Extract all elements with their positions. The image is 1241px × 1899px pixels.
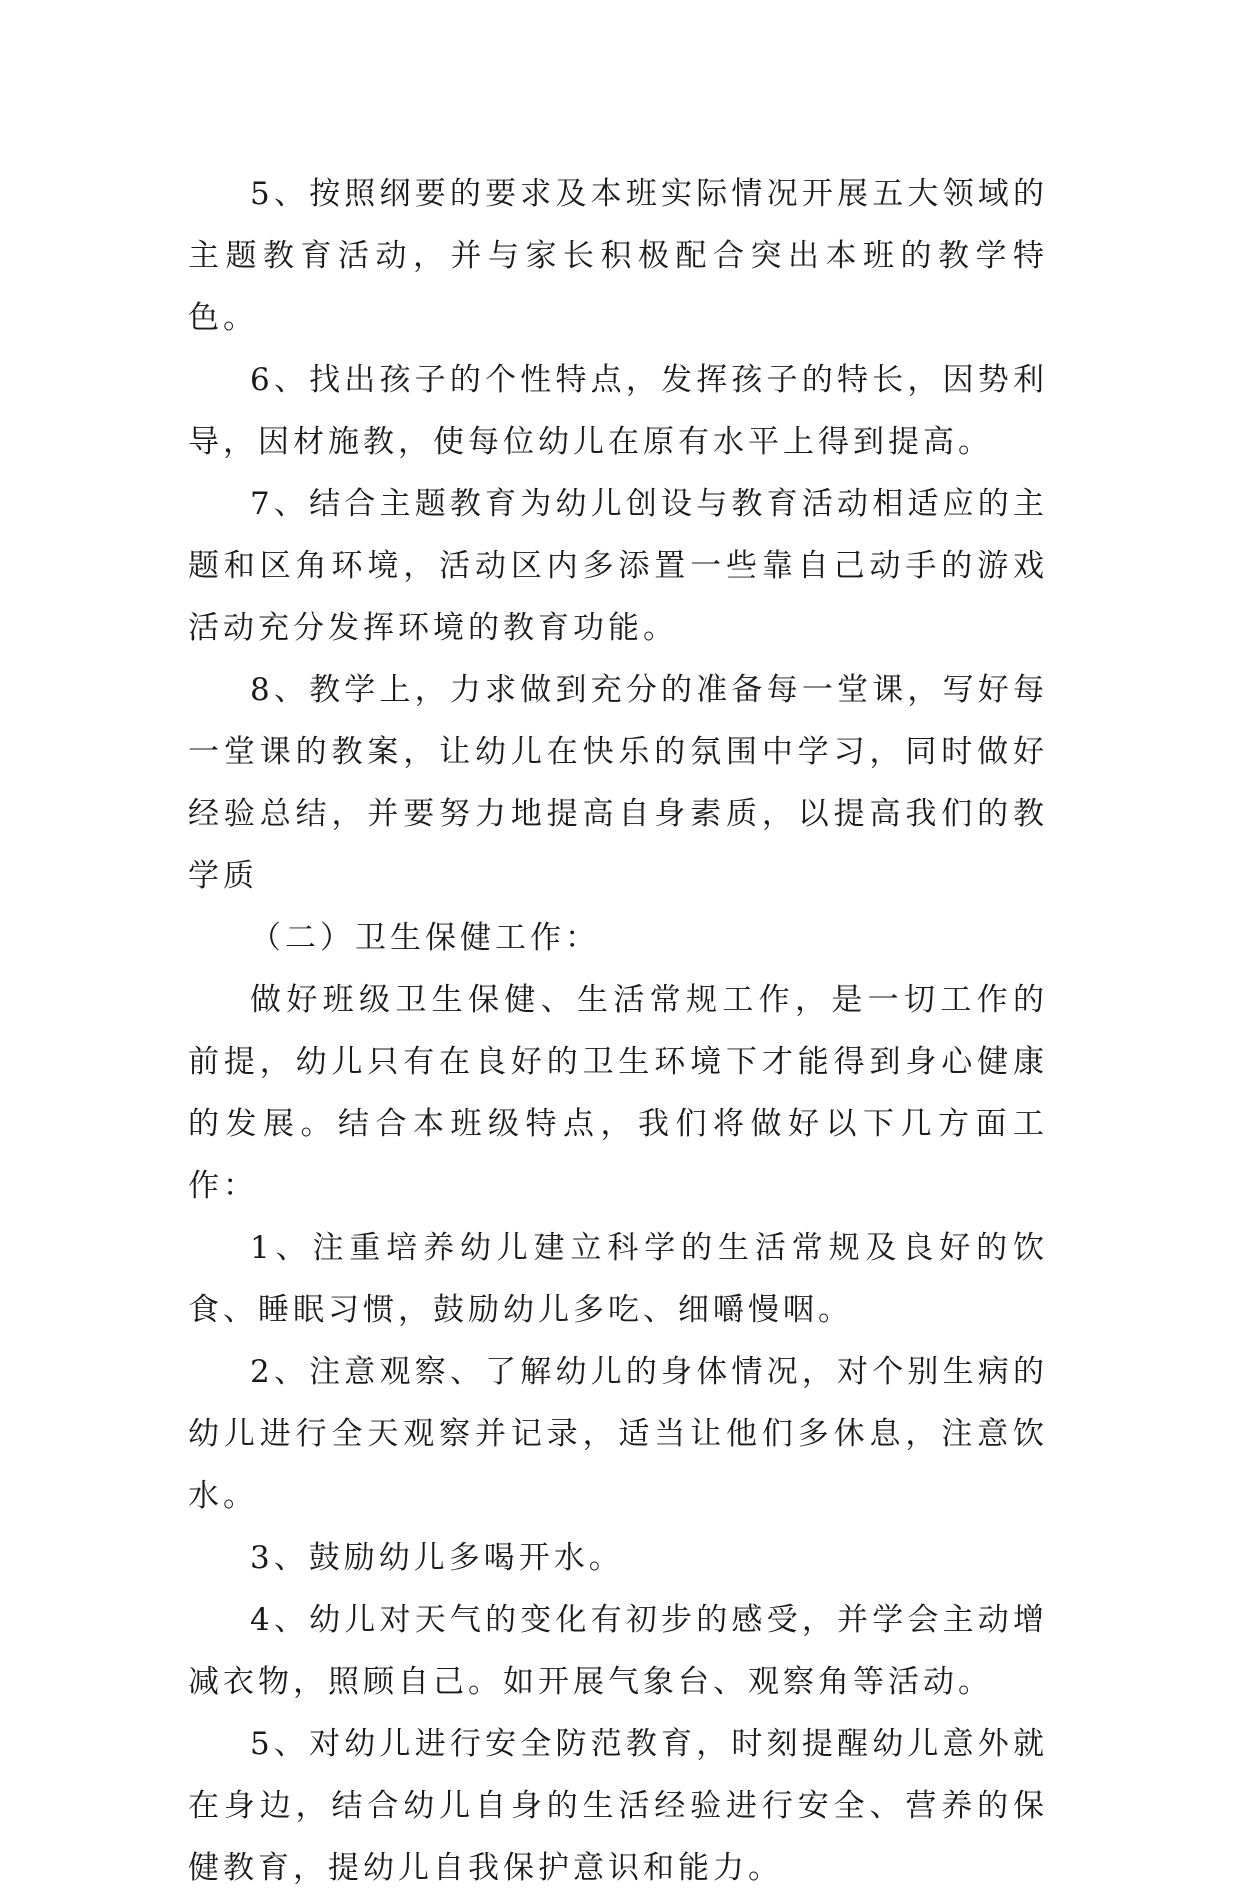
paragraph-health-item-4: 4、幼儿对天气的变化有初步的感受，并学会主动增减衣物，照顾自己。如开展气象台、观察角等活动。 [188, 1602, 1048, 1700]
paragraph-item-7: 7、结合主题教育为幼儿创设与教育活动相适应的主题和区角环境，活动区内多添置一些靠自己动手的游戏活动充分发挥环境的教育功能。 [188, 486, 1048, 646]
paragraph-item-6: 6、找出孩子的个性特点，发挥孩子的特长，因势利导，因材施教，使每位幼儿在原有水平上得到提高。 [188, 362, 1048, 460]
paragraph-health-item-3: 3、鼓励幼儿多喝开水。 [250, 1540, 624, 1576]
paragraph-item-5: 5、按照纲要的要求及本班实际情况开展五大领域的主题教育活动，并与家长积极配合突出本班的教学特色。 [188, 176, 1048, 336]
section-heading-health: （二）卫生保健工作： [250, 920, 600, 956]
paragraph-item-8: 8、教学上，力求做到充分的准备每一堂课，写好每一堂课的教案，让幼儿在快乐的氛围中学习，同时做好经验总结，并要努力地提高自身素质，以提高我们的教学质 [188, 672, 1048, 894]
paragraph-health-intro: 做好班级卫生保健、生活常规工作，是一切工作的前提，幼儿只有在良好的卫生环境下才能得到身心健康的发展。结合本班级特点，我们将做好以下几方面工作： [188, 982, 1048, 1204]
document-body [188, 163, 1048, 1899]
paragraph-health-item-1: 1、注重培养幼儿建立科学的生活常规及良好的饮食、睡眠习惯，鼓励幼儿多吃、细嚼慢咽。 [188, 1230, 1048, 1328]
paragraph-health-item-2: 2、注意观察、了解幼儿的身体情况，对个别生病的幼儿进行全天观察并记录，适当让他们多休息，注意饮水。 [188, 1354, 1048, 1514]
paragraph-health-item-5: 5、对幼儿进行安全防范教育，时刻提醒幼儿意外就在身边，结合幼儿自身的生活经验进行安全、营养的保健教育，提幼儿自我保护意识和能力。 [188, 1726, 1048, 1886]
